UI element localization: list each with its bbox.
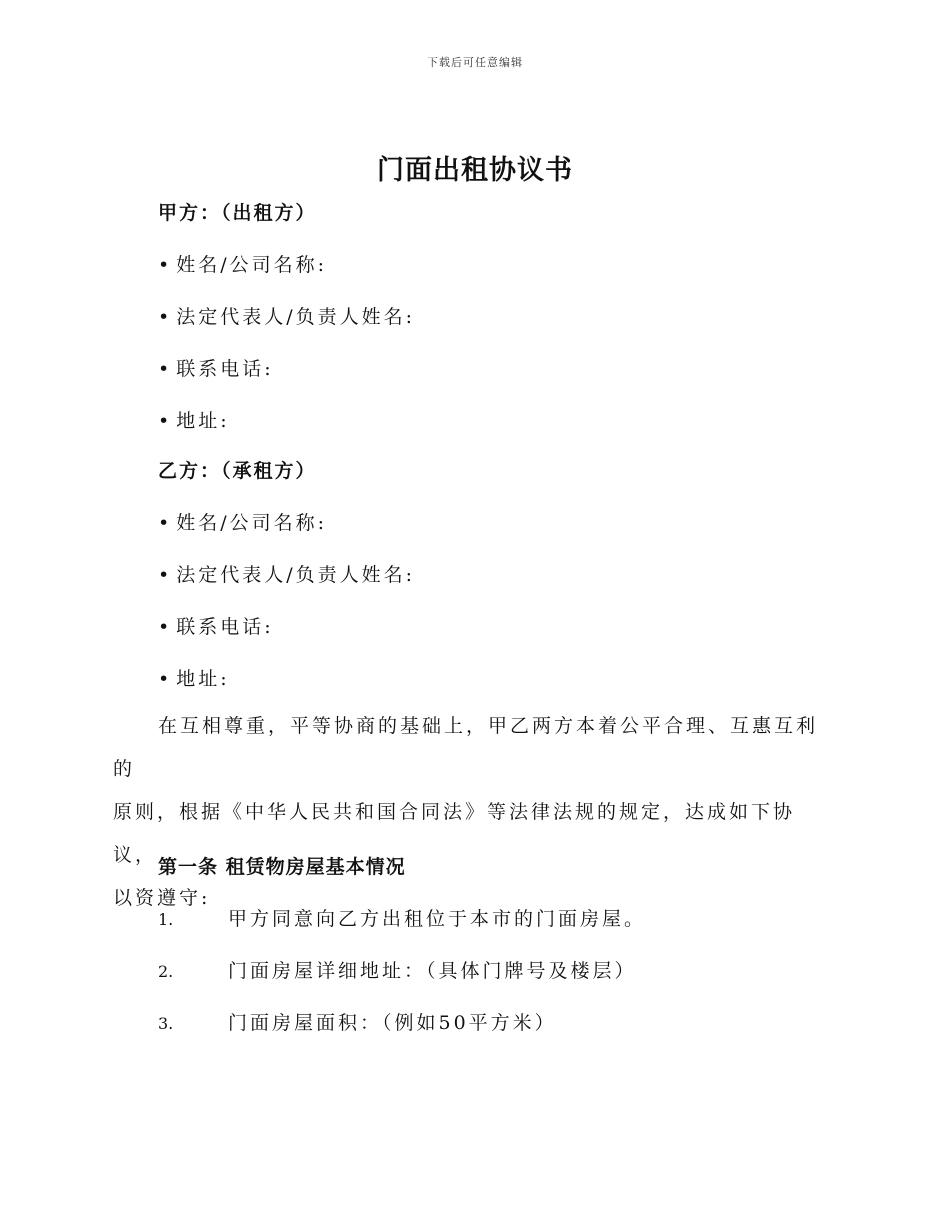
header-note: 下载后可任意编辑 bbox=[427, 56, 523, 69]
party-a-address-field bbox=[158, 406, 230, 433]
preamble-line: 以资遵守: bbox=[113, 887, 211, 909]
bullet: • bbox=[158, 254, 173, 276]
article-1-item bbox=[158, 904, 646, 931]
field-label: 姓名/公司名称: bbox=[176, 254, 328, 276]
field-label: 地址: bbox=[176, 410, 230, 432]
field-label: 联系电话: bbox=[176, 616, 274, 638]
bullet: • bbox=[158, 668, 173, 690]
party-b-phone-field bbox=[158, 612, 274, 639]
party-a-phone-field bbox=[158, 354, 274, 381]
preamble-paragraph bbox=[113, 705, 833, 920]
field-label: 地址: bbox=[176, 668, 230, 690]
preamble-line: 原则，根据《中华人民共和国合同法》等法律法规的规定，达成如下协议， bbox=[113, 801, 796, 866]
item-text: 甲方同意向乙方出租位于本市的门面房屋。 bbox=[228, 908, 647, 930]
party-a-name-field bbox=[158, 250, 327, 277]
document-title: 门面出租协议书 bbox=[377, 155, 573, 186]
article-1-item bbox=[158, 956, 637, 983]
article-1-item bbox=[158, 1008, 557, 1035]
preamble-line-text: 在互相尊重，平等协商的基础上，甲乙两方本着公平合理、互惠互利的 bbox=[113, 715, 819, 780]
item-text: 门面房屋面积：（例如50平方米） bbox=[228, 1012, 557, 1034]
item-number: 1. bbox=[158, 910, 174, 929]
field-label: 法定代表人/负责人姓名: bbox=[176, 306, 416, 328]
item-number: 2. bbox=[158, 962, 174, 981]
party-b-address-field bbox=[158, 664, 230, 691]
field-label: 姓名/公司名称: bbox=[176, 512, 328, 534]
article-1-heading: 第一条 租赁物房屋基本情况 bbox=[158, 856, 406, 878]
bullet: • bbox=[158, 410, 173, 432]
bullet: • bbox=[158, 564, 173, 586]
field-label: 法定代表人/负责人姓名: bbox=[176, 564, 416, 586]
item-number: 3. bbox=[158, 1014, 174, 1033]
party-b-heading: 乙方：（承租方） bbox=[158, 460, 317, 482]
party-a-heading: 甲方：（出租方） bbox=[158, 202, 317, 224]
bullet: • bbox=[158, 306, 173, 328]
bullet: • bbox=[158, 512, 173, 534]
bullet: • bbox=[158, 616, 173, 638]
bullet: • bbox=[158, 358, 173, 380]
party-b-representative-field bbox=[158, 560, 415, 587]
party-b-name-field bbox=[158, 508, 327, 535]
preamble-line bbox=[113, 705, 833, 791]
party-a-representative-field bbox=[158, 302, 415, 329]
item-text: 门面房屋详细地址：（具体门牌号及楼层） bbox=[228, 960, 637, 982]
field-label: 联系电话: bbox=[176, 358, 274, 380]
